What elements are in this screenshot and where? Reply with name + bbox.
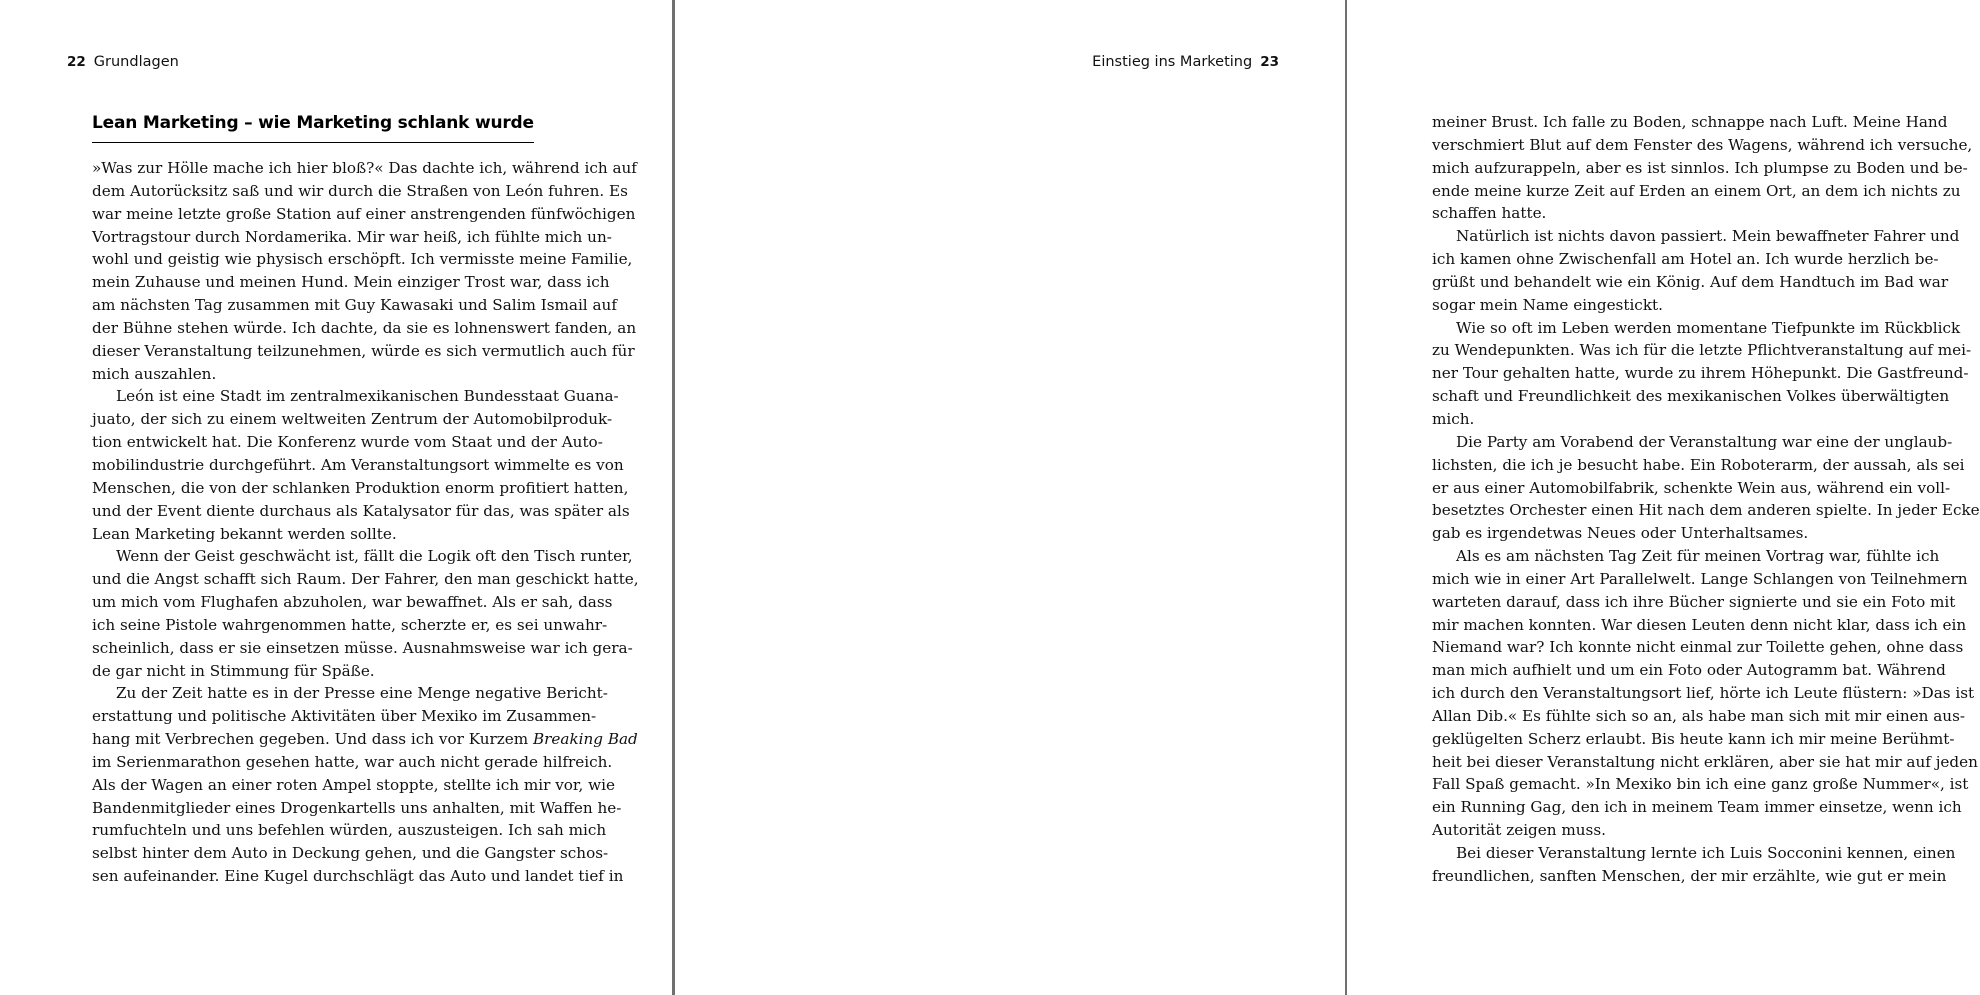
text-line-content: mich auszahlen. bbox=[92, 364, 217, 383]
text-line bbox=[1432, 522, 1928, 545]
text-line bbox=[1432, 202, 1928, 225]
text-line-content: selbst hinter dem Auto in Deckung gehen, und die Gangster schos- bbox=[92, 844, 609, 863]
text-line-content: mein Zuhause und meinen Hund. Mein einziger Trost war, dass ich bbox=[92, 273, 610, 292]
text-line bbox=[92, 385, 619, 408]
text-line bbox=[1432, 317, 1961, 340]
text-line-content: und der Event diente durchaus als Katalysator für das, was später als bbox=[92, 501, 630, 520]
text-line bbox=[92, 500, 630, 523]
text-line-content: freundlichen, sanften Menschen, der mir erzählte, wie gut er mein bbox=[1432, 866, 1947, 885]
text-line bbox=[92, 271, 610, 294]
page-number-left: 22 bbox=[67, 54, 86, 70]
text-line bbox=[92, 523, 588, 546]
right-page bbox=[675, 0, 1980, 995]
italic-title: Breaking Bad bbox=[532, 730, 638, 749]
text-line bbox=[92, 317, 637, 340]
text-line-content: Lean Marketing bekannt werden sollte. bbox=[92, 524, 397, 543]
text-line bbox=[92, 865, 624, 888]
text-line-content: sogar mein Name eingestickt. bbox=[1432, 295, 1663, 314]
text-line bbox=[1432, 362, 1969, 385]
text-line bbox=[92, 545, 633, 568]
text-line-content: er aus einer Automobilfabrik, schenkte Wein aus, während ein voll- bbox=[1432, 478, 1951, 497]
text-line-content: juato, der sich zu einem weltweiten Zentrum der Automobilproduk- bbox=[92, 410, 613, 429]
text-line-content: de gar nicht in Stimmung für Späße. bbox=[92, 661, 375, 680]
text-line-content: ich durch den Veranstaltungsort lief, hörte ich Leute flüstern: »Das ist bbox=[1432, 684, 1975, 703]
text-line bbox=[92, 591, 613, 614]
text-line bbox=[1432, 819, 1928, 842]
running-head-left bbox=[67, 52, 179, 72]
left-page bbox=[0, 0, 672, 995]
running-head-title-left: Grundlagen bbox=[93, 54, 179, 70]
text-line bbox=[92, 705, 597, 728]
text-line-content: warteten darauf, dass ich ihre Bücher signierte und sie ein Foto mit bbox=[1432, 592, 1956, 611]
text-line bbox=[92, 248, 633, 271]
text-line bbox=[92, 431, 603, 454]
text-line bbox=[1432, 751, 1978, 774]
text-line-content: besetztes Orchester einen Hit nach dem anderen spielte. In jeder Ecke bbox=[1432, 501, 1980, 520]
text-line-content: Bei dieser Veranstaltung lernte ich Luis Socconini kennen, einen bbox=[1456, 844, 1956, 862]
text-line-content: mich. bbox=[1432, 409, 1475, 428]
text-line-content: im Serienmarathon gesehen hatte, war auch nicht gerade hilfreich. bbox=[92, 752, 613, 771]
text-line-content: Zu der Zeit hatte es in der Presse eine Menge negative Bericht- bbox=[116, 684, 608, 703]
text-line bbox=[92, 774, 616, 797]
text-line-content: und die Angst schafft sich Raum. Der Fahrer, den man geschickt hatte, bbox=[92, 570, 639, 589]
text-line bbox=[1432, 111, 1948, 134]
page-edge bbox=[1345, 0, 1347, 995]
text-line-content: rumfuchteln und uns befehlen würden, auszusteigen. Ich sah mich bbox=[92, 821, 607, 840]
text-line bbox=[1432, 294, 1928, 317]
text-line-content: mir machen konnten. War diesen Leuten denn nicht klar, dass ich ein bbox=[1432, 615, 1967, 634]
text-line-content: schaft und Freundlichkeit des mexikanischen Volkes überwältigten bbox=[1432, 387, 1950, 406]
text-line-content: Als der Wagen an einer roten Ampel stoppte, stellte ich mir vor, wie bbox=[92, 775, 616, 794]
text-line-content: Niemand war? Ich konnte nicht einmal zur Toilette gehen, ohne dass bbox=[1432, 638, 1964, 657]
text-line-content: meiner Brust. Ich falle zu Boden, schnappe nach Luft. Meine Hand bbox=[1432, 113, 1948, 131]
text-line bbox=[1432, 454, 1965, 477]
text-line bbox=[92, 682, 608, 705]
text-line bbox=[1432, 636, 1964, 659]
text-line-content: Menschen, die von der schlanken Produktion enorm profitiert hatten, bbox=[92, 478, 629, 497]
text-line-content: sen aufeinander. Eine Kugel durchschlägt das Auto und landet tief in bbox=[92, 867, 624, 886]
text-line bbox=[1432, 773, 1969, 796]
text-line bbox=[1432, 705, 1966, 728]
text-line-content: Autorität zeigen muss. bbox=[1432, 821, 1606, 840]
text-line-content: heit bei dieser Veranstaltung nicht erklären, aber sie hat mir auf jeden bbox=[1432, 752, 1978, 771]
text-line bbox=[1432, 134, 1973, 157]
text-line-content: mich wie in einer Art Parallelwelt. Lange Schlangen von Teilnehmern bbox=[1432, 569, 1968, 588]
text-line-content: erstattung und politische Aktivitäten über Mexiko im Zusammen- bbox=[92, 707, 597, 726]
text-line-content: lichsten, die ich je besucht habe. Ein Roboterarm, der aussah, als sei bbox=[1432, 455, 1965, 474]
text-line bbox=[1432, 431, 1953, 454]
text-line-content: dieser Veranstaltung teilzunehmen, würde es sich vermutlich auch für bbox=[92, 341, 635, 360]
text-line bbox=[1432, 385, 1950, 408]
text-line-content: der Bühne stehen würde. Ich dachte, da sie es lohnenswert fanden, an bbox=[92, 318, 637, 337]
text-line-content: Allan Dib.« Es fühlte sich so an, als habe man sich mit mir einen aus- bbox=[1432, 706, 1966, 725]
text-line-content: Als es am nächsten Tag Zeit für meinen Vortrag war, fühlte ich bbox=[1456, 547, 1940, 566]
text-line bbox=[1432, 682, 1975, 705]
section-heading: Lean Marketing – wie Marketing schlank wurde bbox=[92, 111, 534, 143]
text-line-content: Wenn der Geist geschwächt ist, fällt die Logik oft den Tisch runter, bbox=[116, 547, 633, 566]
text-line-content: ende meine kurze Zeit auf Erden an einem Ort, an dem ich nichts zu bbox=[1432, 181, 1961, 200]
text-line-content: Wie so oft im Leben werden momentane Tiefpunkte im Rückblick bbox=[1456, 318, 1961, 337]
text-line-content: zu Wendepunkten. Was ich für die letzte Pflichtveranstaltung auf mei- bbox=[1432, 341, 1972, 360]
text-line-content: hang mit Verbrechen gegeben. Und dass ich vor Kurzem bbox=[92, 730, 533, 749]
text-line bbox=[92, 477, 629, 500]
text-line bbox=[92, 842, 609, 865]
text-line bbox=[92, 294, 617, 317]
text-line-content: geklügelten Scherz erlaubt. Bis heute kann ich mir meine Berühmt- bbox=[1432, 729, 1955, 748]
text-line-content: »Was zur Hölle mache ich hier bloß?« Das dachte ich, während ich auf bbox=[92, 159, 637, 177]
running-head-right bbox=[1092, 52, 1279, 72]
text-line-content: man mich aufhielt und um ein Foto oder Autogramm bat. Während bbox=[1432, 661, 1946, 680]
text-line bbox=[92, 363, 588, 386]
text-line-content: Vortragstour durch Nordamerika. Mir war heiß, ich fühlte mich un- bbox=[92, 227, 612, 246]
text-line bbox=[1432, 568, 1968, 591]
text-line-content: Natürlich ist nichts davon passiert. Mein bewaffneter Fahrer und bbox=[1456, 227, 1960, 246]
text-line bbox=[1432, 477, 1951, 500]
text-line bbox=[92, 751, 613, 774]
text-line-content: ner Tour gehalten hatte, wurde zu ihrem Höhepunkt. Die Gastfreund- bbox=[1432, 364, 1969, 383]
text-line bbox=[1432, 545, 1940, 568]
text-line-content: Die Party am Vorabend der Veranstaltung war eine der unglaub- bbox=[1456, 432, 1953, 451]
text-line bbox=[1432, 614, 1967, 637]
text-line bbox=[1432, 157, 1968, 180]
right-page-body bbox=[1432, 111, 1980, 888]
text-line-content: am nächsten Tag zusammen mit Guy Kawasaki und Salim Ismail auf bbox=[92, 296, 617, 315]
text-line bbox=[92, 614, 608, 637]
text-line bbox=[92, 660, 588, 683]
running-head-title-right: Einstieg ins Marketing bbox=[1092, 54, 1253, 70]
text-line bbox=[1432, 659, 1946, 682]
text-line bbox=[92, 819, 607, 842]
text-line-content: war meine letzte große Station auf einer anstrengenden fünfwöchigen bbox=[92, 204, 636, 223]
text-line bbox=[1432, 865, 1947, 888]
text-line-content: scheinlich, dass er sie einsetzen müsse. Ausnahmsweise war ich gera- bbox=[92, 638, 633, 657]
text-line bbox=[92, 454, 624, 477]
text-line bbox=[92, 568, 639, 591]
text-line-content: verschmiert Blut auf dem Fenster des Wagens, während ich versuche, bbox=[1432, 135, 1973, 154]
text-line bbox=[1432, 796, 1962, 819]
text-line bbox=[1432, 842, 1956, 865]
text-line-content: Bandenmitglieder eines Drogenkartells uns anhalten, mit Waffen he- bbox=[92, 798, 622, 817]
text-line-content: ich kamen ohne Zwischenfall am Hotel an. Ich wurde herzlich be- bbox=[1432, 250, 1939, 269]
text-line-content: mich aufzurappeln, aber es ist sinnlos. Ich plumpse zu Boden und be- bbox=[1432, 158, 1968, 177]
text-line-content: mobilindustrie durchgeführt. Am Veranstaltungsort wimmelte es von bbox=[92, 455, 624, 474]
text-line bbox=[1432, 499, 1980, 522]
text-line bbox=[1432, 408, 1928, 431]
text-line bbox=[1432, 248, 1939, 271]
text-line bbox=[1432, 339, 1972, 362]
text-line bbox=[1432, 728, 1955, 751]
text-line-content: schaffen hatte. bbox=[1432, 204, 1547, 223]
text-line bbox=[92, 728, 638, 751]
text-line-content: Fall Spaß gemacht. »In Mexiko bin ich eine ganz große Nummer«, ist bbox=[1432, 775, 1969, 794]
text-line bbox=[1432, 271, 1949, 294]
text-line-content: wohl und geistig wie physisch erschöpft. Ich vermisste meine Familie, bbox=[92, 250, 633, 269]
text-line-content: tion entwickelt hat. Die Konferenz wurde vom Staat und der Auto- bbox=[92, 433, 603, 452]
text-line bbox=[92, 157, 637, 180]
text-line bbox=[1432, 180, 1961, 203]
page-number-right: 23 bbox=[1260, 54, 1279, 70]
text-line bbox=[92, 340, 635, 363]
text-line-content: um mich vom Flughafen abzuholen, war bewaffnet. Als er sah, dass bbox=[92, 593, 613, 612]
text-line bbox=[1432, 225, 1960, 248]
text-line-content: gab es irgendetwas Neues oder Unterhaltsames. bbox=[1432, 524, 1809, 543]
text-line bbox=[92, 203, 636, 226]
text-line bbox=[92, 637, 633, 660]
text-line-content: grüßt und behandelt wie ein König. Auf dem Handtuch im Bad war bbox=[1432, 272, 1949, 291]
text-line-content: dem Autorücksitz saß und wir durch die Straßen von León fuhren. Es bbox=[92, 181, 628, 200]
text-line bbox=[92, 797, 622, 820]
left-page-body bbox=[92, 157, 639, 888]
text-line bbox=[92, 180, 628, 203]
text-line bbox=[1432, 591, 1956, 614]
text-line-content: León ist eine Stadt im zentralmexikanischen Bundesstaat Guana- bbox=[116, 387, 619, 406]
text-line-content: ich seine Pistole wahrgenommen hatte, scherzte er, es sei unwahr- bbox=[92, 615, 608, 634]
text-line-content: ein Running Gag, den ich in meinem Team immer einsetze, wenn ich bbox=[1432, 798, 1962, 817]
text-line bbox=[92, 408, 613, 431]
text-line bbox=[92, 226, 612, 249]
